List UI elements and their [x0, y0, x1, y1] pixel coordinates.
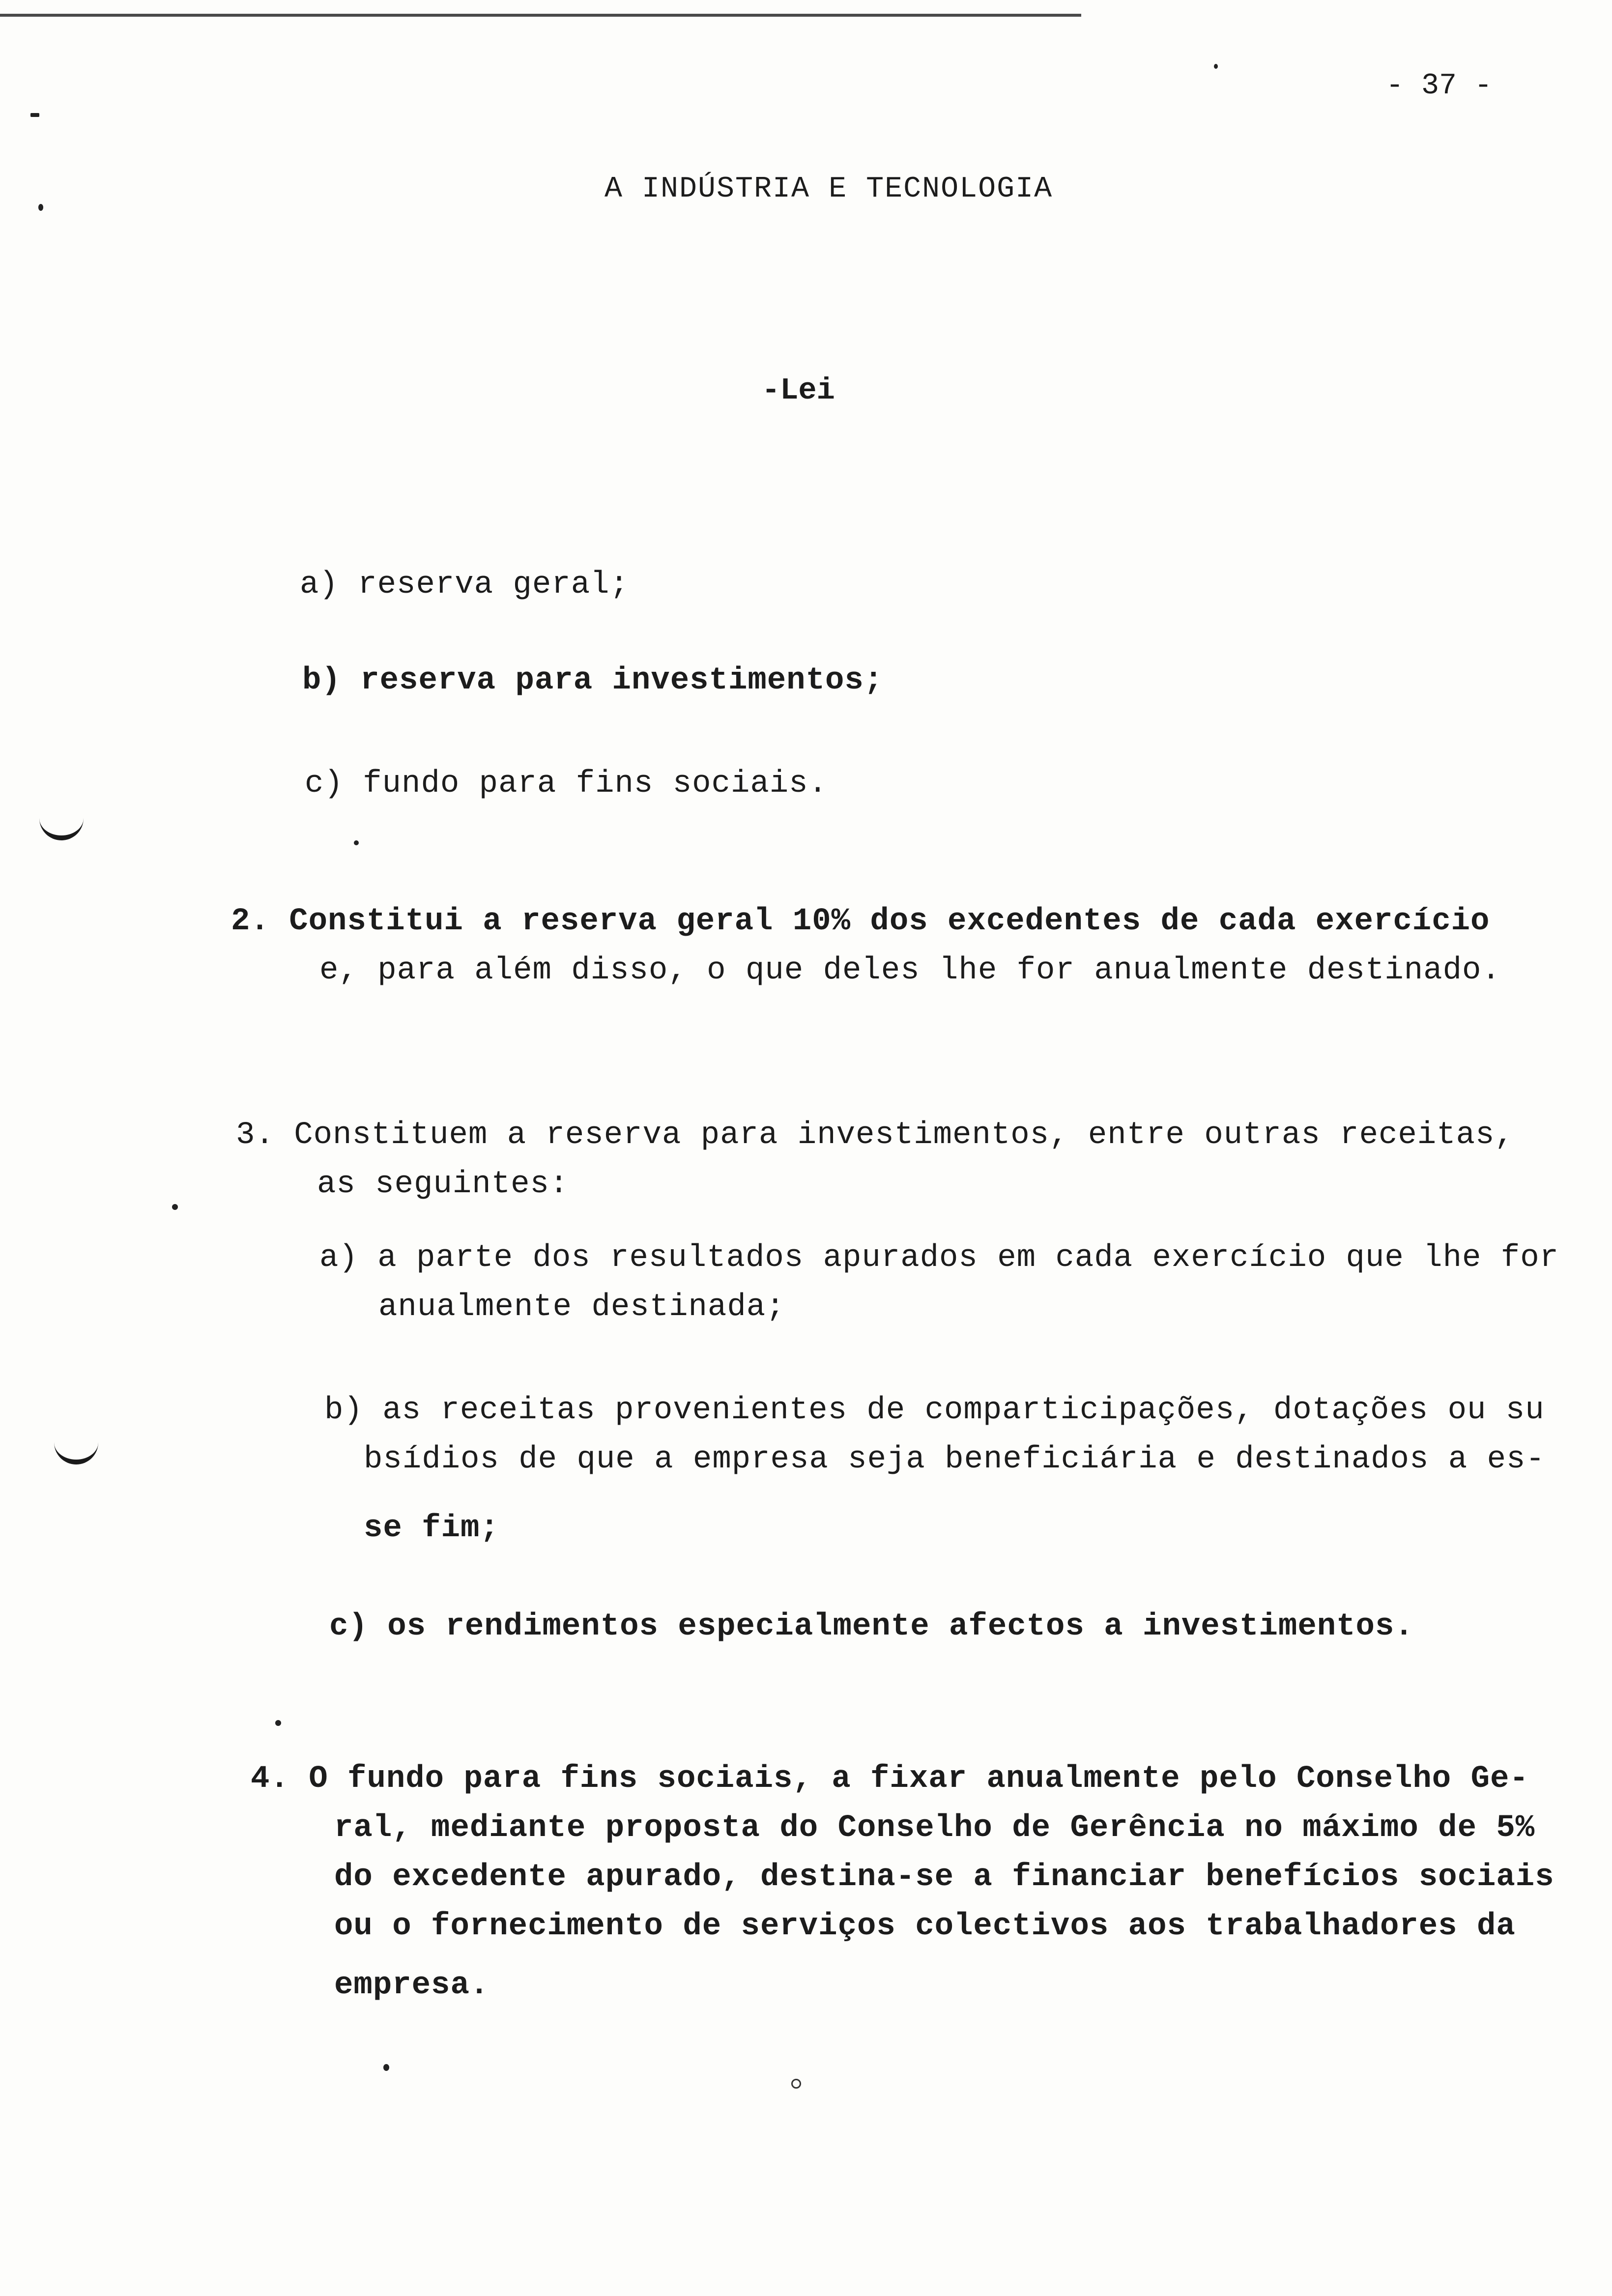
paragraph-3-item-b-line-2: bsídios de que a empresa seja beneficiária e destinados a es- [364, 1442, 1545, 1477]
paragraph-3-item-a-line-1: a) a parte dos resultados apurados em cada exercício que lhe for [319, 1240, 1559, 1276]
paragraph-3-item-b-line-3: se fim; [364, 1511, 499, 1546]
paragraph-3-item-a-line-2: anualmente destinada; [378, 1290, 785, 1325]
paragraph-3-line-1: 3. Constituem a reserva para investimentos, entre outras receitas, [236, 1118, 1514, 1153]
scan-speck [1214, 64, 1218, 69]
paragraph-3-item-c-line-1: c) os rendimentos especialmente afectos a investimentos. [329, 1609, 1414, 1644]
scan-speck [275, 1720, 281, 1726]
section-subtitle: -Lei [762, 373, 835, 408]
paragraph-2-line-2: e, para além disso, o que deles lhe for anualmente destinado. [319, 953, 1501, 988]
paragraph-3-item-b-line-1: b) as receitas provenientes de comparticipações, dotações ou su [324, 1393, 1545, 1428]
top-border-line [0, 14, 1081, 17]
list-item-a: a) reserva geral; [300, 567, 629, 603]
scan-speck [172, 1204, 178, 1210]
paragraph-2-line-1: 2. Constitui a reserva geral 10% dos excedentes de cada exercício [231, 904, 1490, 939]
scan-speck [354, 840, 359, 845]
list-item-b: b) reserva para investimentos; [302, 663, 884, 698]
list-item-c: c) fundo para fins sociais. [305, 766, 828, 802]
paragraph-4-line-3: do excedente apurado, destina-se a financiar benefícios sociais [334, 1860, 1554, 1895]
scan-speck [30, 113, 39, 117]
paragraph-4-line-2: ral, mediante proposta do Conselho de Gerência no máximo de 5% [334, 1810, 1535, 1846]
punch-hole-mark-lower [54, 1440, 98, 1464]
scan-speck [383, 2064, 389, 2071]
scan-speck [38, 204, 43, 211]
paragraph-4-line-1: 4. O fundo para fins sociais, a fixar anualmente pelo Conselho Ge- [251, 1761, 1529, 1797]
paragraph-4-line-4: ou o fornecimento de serviços colectivos aos trabalhadores da [334, 1909, 1516, 1944]
scan-speck [791, 2079, 801, 2089]
page-title: A INDÚSTRIA E TECNOLOGIA [604, 172, 1053, 206]
page-number: - 37 - [1386, 69, 1493, 103]
punch-hole-mark-upper [39, 816, 84, 840]
paragraph-4-line-5: empresa. [334, 1968, 489, 2003]
paragraph-3-line-2: as seguintes: [317, 1167, 569, 1202]
